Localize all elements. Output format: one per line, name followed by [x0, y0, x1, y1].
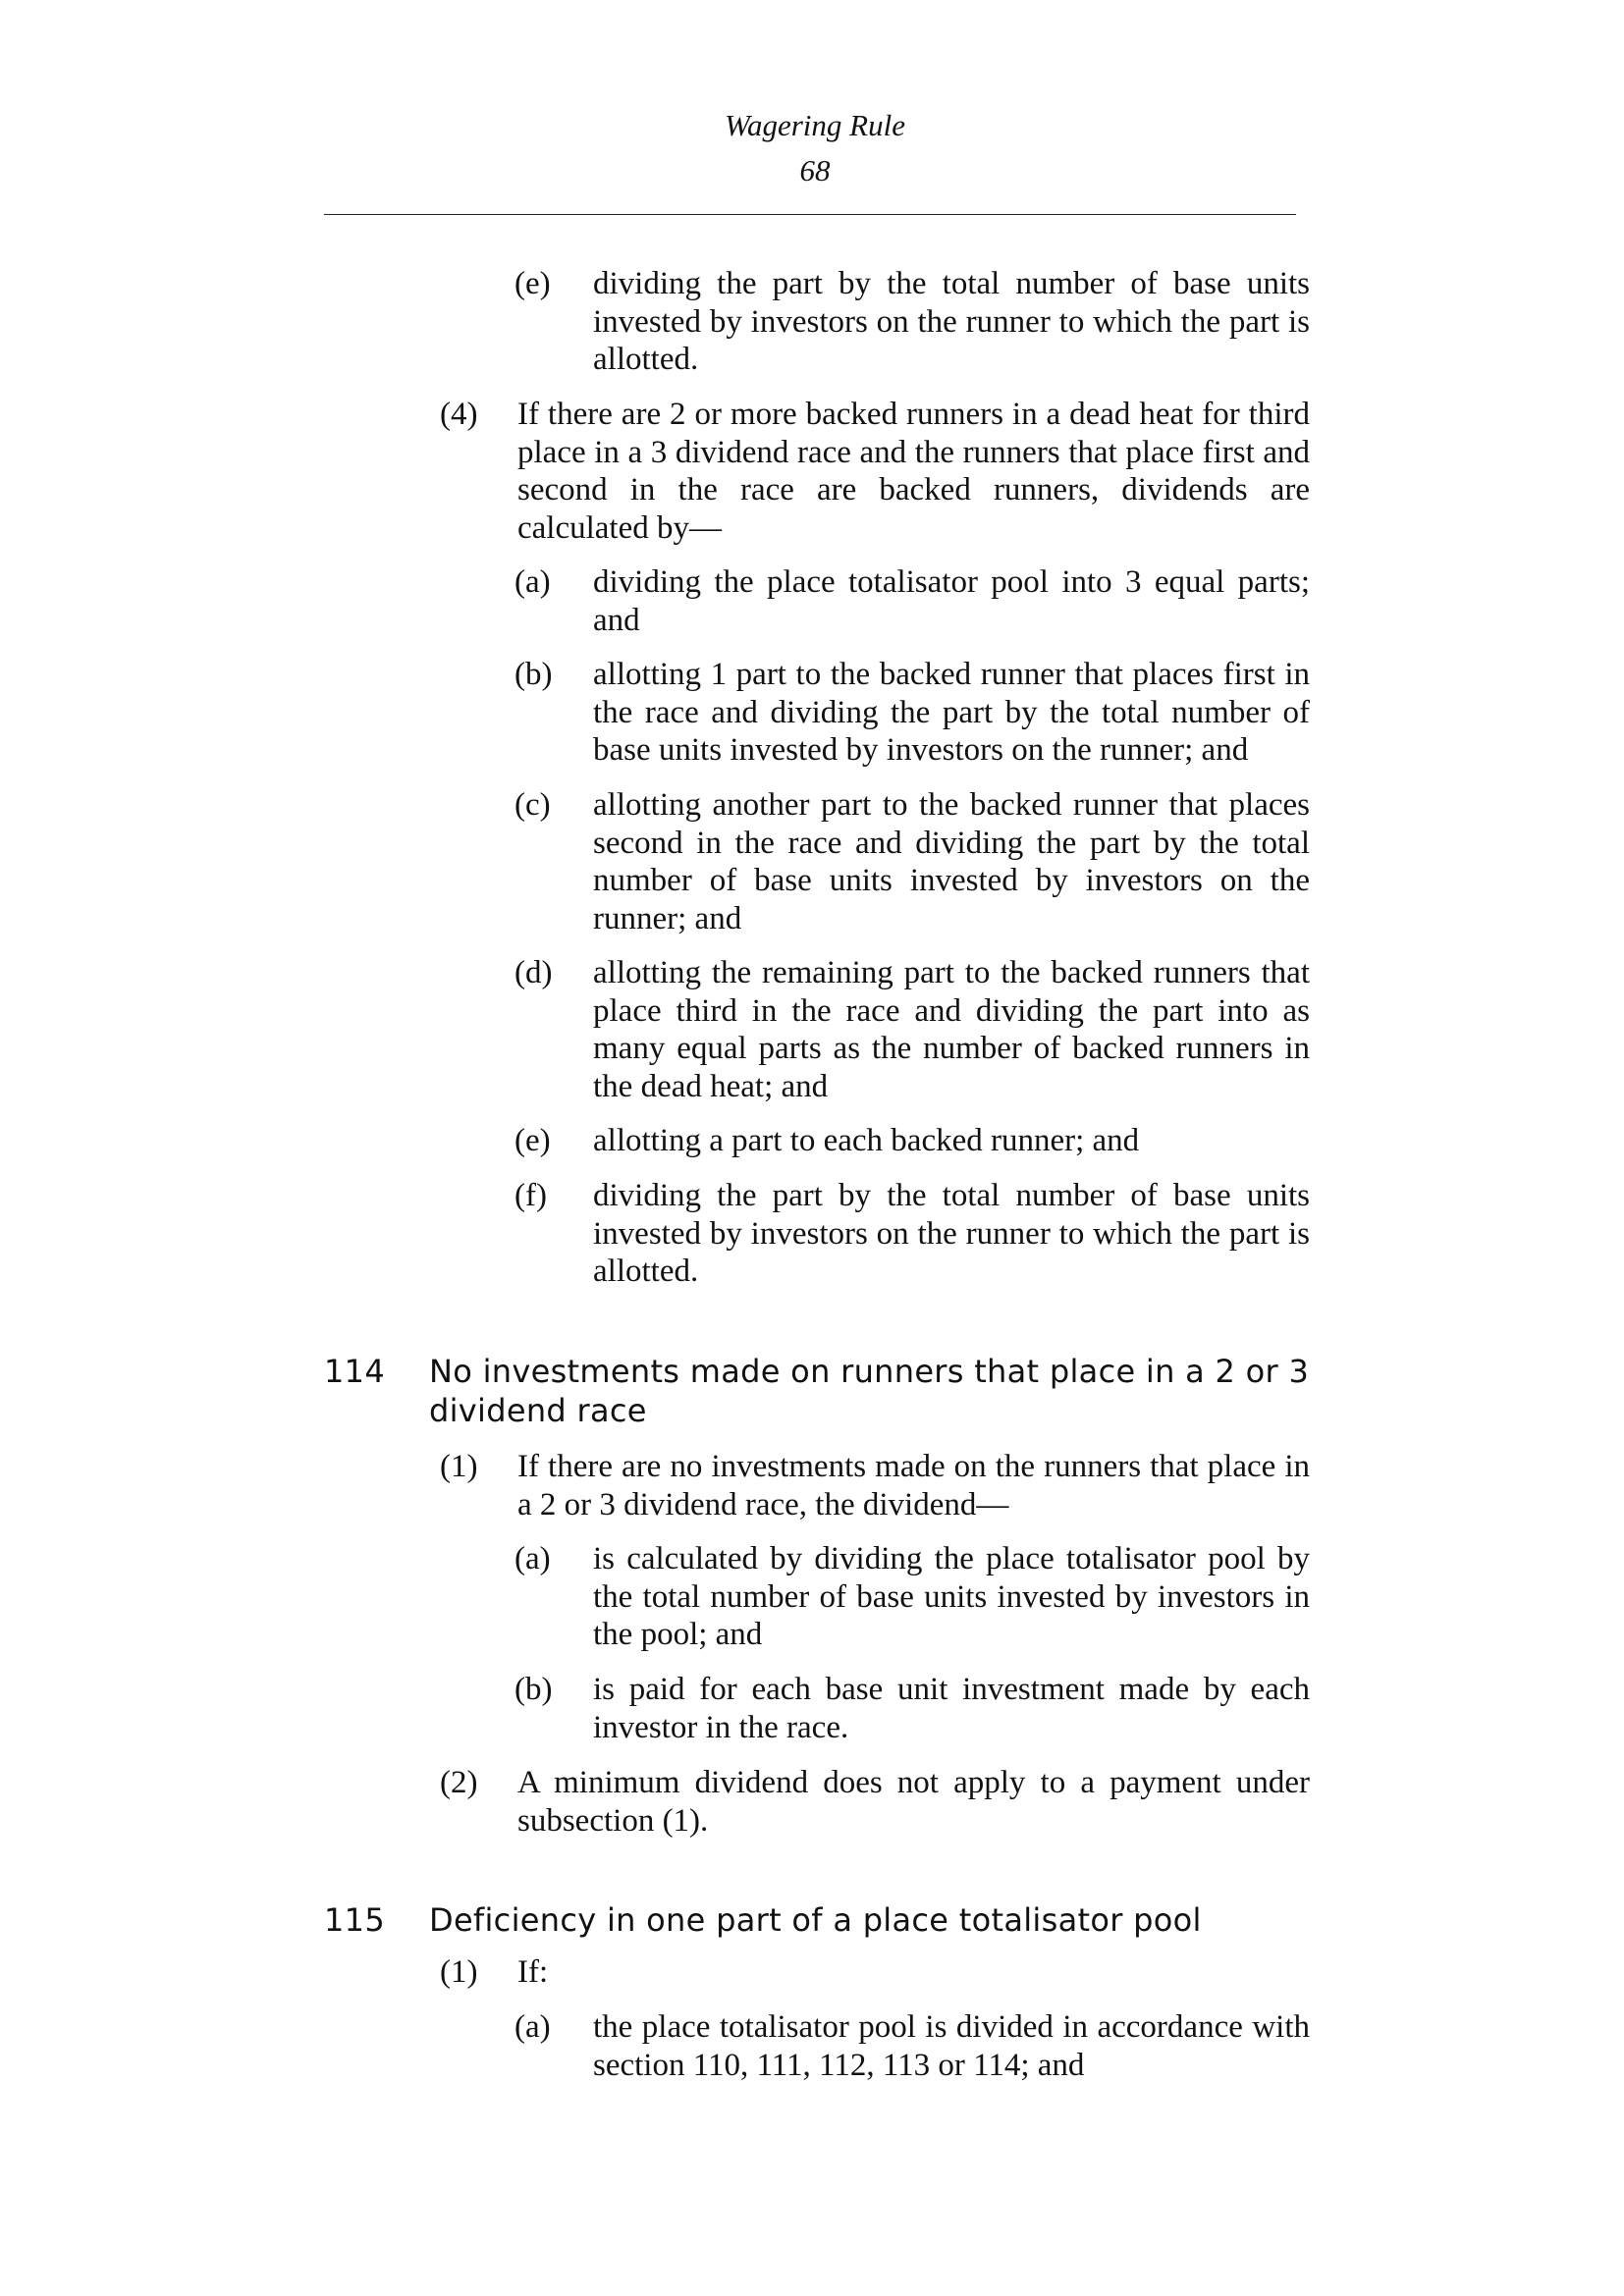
section-115-number: 115: [324, 1901, 385, 1939]
paragraph-label: (a): [514, 564, 551, 600]
paragraph-text: is paid for each base unit investment made by each investor in the race.: [593, 1672, 1310, 1745]
subsection-label: (4): [440, 397, 478, 432]
subsection-text: If there are 2 or more backed runners in a dead heat for third place in a 3 dividend race and the runners that place first and second in the race are backed runners, dividends are calculated by—: [517, 397, 1310, 546]
paragraph-text: allotting the remaining part to the backed runners that place third in the race and dividing the part into as many equal parts as the number of backed runners in the dead heat; and: [593, 955, 1310, 1104]
paragraph-label: (a): [514, 2009, 551, 2045]
paragraph-text: allotting another part to the backed runner that places second in the race and dividing the part by the total number of base units invested by investors on the runner; and: [593, 787, 1310, 936]
subsection-text: A minimum dividend does not apply to a payment under subsection (1).: [517, 1765, 1310, 1839]
paragraph-label: (e): [514, 266, 551, 301]
paragraph-text: allotting 1 part to the backed runner that places first in the race and dividing the part by the total number of base units invested by investors on the runner; and: [593, 657, 1310, 768]
section-114-number: 114: [324, 1353, 385, 1390]
paragraph-text: dividing the part by the total number of base units invested by investors on the runner to which the part is allotted.: [593, 266, 1310, 377]
paragraph-text: allotting a part to each backed runner; and: [593, 1123, 1140, 1158]
paragraph-text: dividing the part by the total number of base units invested by investors on the runner to which the part is allotted.: [593, 1178, 1310, 1289]
section-115-heading: Deficiency in one part of a place totalisator pool: [429, 1901, 1202, 1939]
paragraph-label: (c): [514, 787, 551, 823]
subsection-label: (2): [440, 1765, 478, 1800]
header-divider: [324, 214, 1296, 215]
paragraph-label: (a): [514, 1541, 551, 1576]
paragraph-label: (e): [514, 1123, 551, 1158]
subsection-text: If there are no investments made on the runners that place in a 2 or 3 dividend race, the dividend—: [517, 1449, 1310, 1522]
paragraph-text: the place totalisator pool is divided in accordance with section 110, 111, 112, 113 or 114; and: [593, 2009, 1310, 2083]
paragraph-label: (b): [514, 657, 553, 692]
subsection-text: If:: [517, 1954, 549, 1990]
paragraph-label: (d): [514, 955, 553, 990]
section-114-heading: No investments made on runners that place in a 2 or 3 dividend race: [429, 1353, 1310, 1429]
paragraph-text: dividing the place totalisator pool into 3 equal parts; and: [593, 564, 1310, 638]
page-number: 68: [799, 153, 831, 187]
paragraph-text: is calculated by dividing the place totalisator pool by the total number of base units invested by investors in the pool; and: [593, 1541, 1310, 1652]
subsection-label: (1): [440, 1954, 478, 1990]
paragraph-label: (b): [514, 1672, 553, 1707]
running-header-title: Wagering Rule: [725, 108, 905, 142]
paragraph-label: (f): [514, 1178, 547, 1213]
subsection-label: (1): [440, 1449, 478, 1484]
